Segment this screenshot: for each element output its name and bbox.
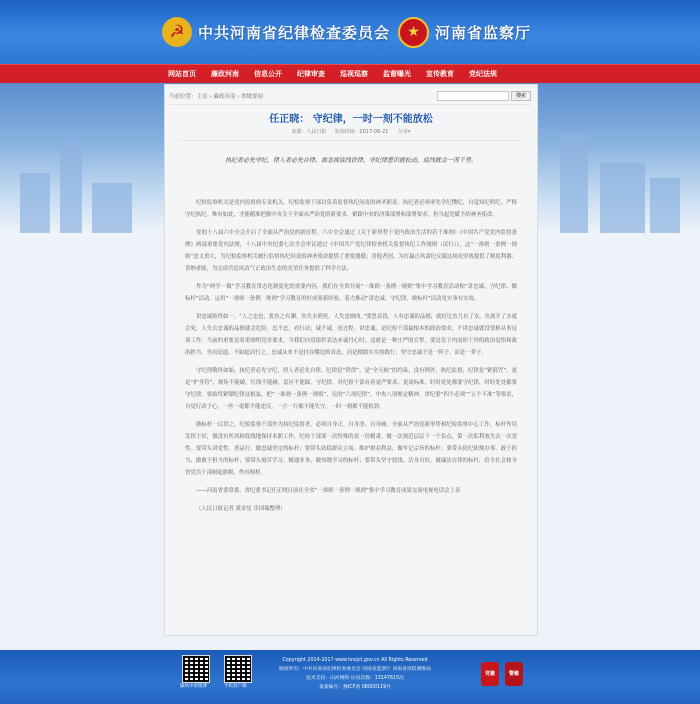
article-meta <box>165 128 537 135</box>
nav-item-clean-henan[interactable]: 廉政河南 <box>211 70 239 78</box>
search-button[interactable]: 搜索 <box>511 91 531 101</box>
building-silhouette <box>92 183 132 233</box>
breadcrumb-bar <box>169 90 531 105</box>
article-paragraph: 守纪律敬终如始。执纪者必先守纪，律人者必先自律。纪律是“铁律”，是“全天候”的约束，没有例外。执纪监督，纪律是“紧箍咒”，更是“护身符”，规矩不能破，红线不能碰，雷区不能踩。守纪律，对纪检干部有着更严要求、更高标准，时时处处都要守纪律，时时处处都要守纪律。要始终紧绷纪律这根弦，把“一准则一条例一规则”，宪的“六项纪律”，中央八项规定精神、省纪委“四个必须”“五个不准”等要求，自觉行动于心，一丝一毫都不能违反，一言一行都不能失守，一时一刻都不能松劲。 <box>185 368 517 410</box>
article-paragraph: 做标杆一以贯之。纪检监察干部作为执纪监督者，必须自身正、自身净、自身硬。全面从严治党新形势和纪检监察中心工作，标杆作用发挥于好，做没有医风和底线地保持本职工作，纪检干部要一次特殊的表一份精肃，做一次规范层层下一个负点，第一次私利放失去一次党性。要带头讲党性、重品行，做忠诚坚定的标杆；要带头站稳群众立场、维护群众利益，做牢记宗旨的标杆；要带头依纪依规办事、敢于担当、做敢于担当的标杆；要带头刻苦学习、精通业务，做知晓学习的标杆；要带头坚守底线、洁身自好，做廉洁自律的标杆，给全社会和全省党员干部树起旗帜，作出榜样。 <box>185 422 517 476</box>
national-emblem-icon: ★ <box>398 17 429 48</box>
main-nav <box>0 64 700 83</box>
article-title: 任正晓： 守纪律，一时一刻不能放松 <box>269 114 433 125</box>
site-logo[interactable] <box>162 14 539 50</box>
share-button[interactable] <box>398 129 411 135</box>
logo-title-commission: 中共河南省纪律检查委员会 <box>198 23 391 42</box>
search-box <box>437 91 531 101</box>
site-header <box>0 0 700 64</box>
building-silhouette <box>20 173 50 233</box>
app-qr-code[interactable] <box>224 655 252 683</box>
footer-owner: 版权所有：中共河南省纪律检查委员会 河南省监察厅 河南省预防腐败局 <box>279 667 431 672</box>
search-input[interactable] <box>437 91 509 101</box>
site-footer <box>0 650 700 704</box>
article-quote: 执纪者必先守纪，律人者必先自律。谁忽视底线铁律，守纪律意识就松动，底线就会一泻千里。 <box>224 157 477 164</box>
title-divider <box>179 140 523 141</box>
chevron-down-icon: ▾ <box>408 129 411 135</box>
article-paragraph: 纪检监察机关是党内监督的专责机关，纪检监察干部肩负着监督执纪问责的神圣职责，执纪者必须率先学纪懂纪、自觉知纪明纪、严格守纪执纪。唯有如此，才能精准把握中央关于全面从严治党的新要求，紧跟中央的决策部署和部署要求，担当起党赋予的神圣使命。 <box>185 200 517 218</box>
qr-label-app: 手机客户端 <box>224 684 247 689</box>
building-silhouette <box>560 133 588 233</box>
article-paragraph: 讲忠诚始终如一。“人之忠也，犹鱼之有渊。鱼失水则死，人失忠则凶。”要思首段，人有忠诚的品德，就好比鱼儿有了水。鱼离开了水就会死，人失去忠诚的品德就会危险。忠不忠，看行动；诚不诚，看过程。讲忠诚，是纪检干部最根本的政治要求，不讲忠诚就没资格从事这项工作。当前的重要是着重阐明党章要求，当我们向党组织表达赤诚丹心时，这就是一种庄严的宣誓，要是发于内而形于外的政治觉悟和政治担当。坐而论道，不如起而行之。忠诚从来不是挂在嘴边的表态，而是踏踏实实的践行；坚守忠诚不是一阵子，而是一辈子。 <box>185 314 517 356</box>
nav-item-info-disclosure[interactable]: 信息公开 <box>254 70 282 78</box>
footer-icp[interactable]: 备案编号：豫ICP备 08000119号 <box>319 685 391 690</box>
article-reporter: （人民日报记者 龚金星 乐国瑞整理） <box>196 506 286 512</box>
footer-info <box>255 656 455 692</box>
article-source: 来源：人民日报 <box>291 129 327 135</box>
nav-item-regulations[interactable]: 党纪法规 <box>469 70 497 78</box>
nav-item-home[interactable]: 网站首页 <box>168 70 196 78</box>
weibo-qr-code[interactable] <box>182 655 210 683</box>
nav-item-exposure[interactable]: 监督曝光 <box>383 70 411 78</box>
party-badge-icon[interactable]: 党徽 <box>481 662 499 686</box>
breadcrumb[interactable]: 当前位置：主页 › 廉政河南 › 省级要闻 <box>169 94 263 100</box>
article-body <box>185 197 517 521</box>
article-date: 发布时间：2017-06-21 <box>334 129 389 135</box>
share-label: 分享 <box>398 129 409 135</box>
party-emblem-icon: ☭ <box>162 17 192 47</box>
article-panel <box>164 84 538 636</box>
nav-item-education[interactable]: 宣传教育 <box>426 70 454 78</box>
article-closing-note: ——河南省委常委、省纪委书记任正晓日前在全省“一准则一条例一规则”集中学习教育成果交流电视电话会上表 <box>196 488 461 494</box>
footer-tech-support: 技术支持：山河网络 访问次数：13147615次 <box>306 676 404 681</box>
nav-item-discipline-review[interactable]: 纪律审查 <box>297 70 325 78</box>
nav-item-inspection[interactable]: 巡视巡察 <box>340 70 368 78</box>
building-silhouette <box>60 143 82 233</box>
article-paragraph: 作为“两学一做”学习教育常态化制度化的重要内容，我们在全省开展“一准则一条例一规则”集中学习教育活动和“讲忠诚、守纪律、做标杆”活动。运用“一准则一条例一规则”学习教育的好成果新经验，着力推动“讲忠诚、守纪律、做标杆”活动见实事有实效。 <box>185 284 517 302</box>
footer-copyright: Copyright 2014-2017 www.hnsjct.gov.cn All Rights Reserved <box>282 658 428 663</box>
article-paragraph: 党的十八届六中全会开启了全面从严治党的新征程。六中全会通过《关于新形势下党内政治生活的若干准则》《中国共产党党内监督条例》两部重要党内法规，十八届中央纪委七次全会审议通过《中国共产党纪律检查机关监督执纪工作规则（试行）》，这“一准则一条例一规则”意义重大，为纪检监察机关履行监督执纪问责的神圣使命提供了重要遵循；喜他者创，为打赢正风肃纪反腐这场攻坚战提供了制度利器；喜纳者励，为完成营造风清气正政治生态的光荣任务提供了科学方法。 <box>185 230 517 272</box>
qr-label-weibo: 廉风中原微博 <box>180 684 207 689</box>
building-silhouette <box>600 163 645 233</box>
police-badge-icon[interactable]: 警徽 <box>505 662 523 686</box>
building-silhouette <box>650 178 680 233</box>
logo-title-supervision: 河南省监察厅 <box>435 23 532 42</box>
